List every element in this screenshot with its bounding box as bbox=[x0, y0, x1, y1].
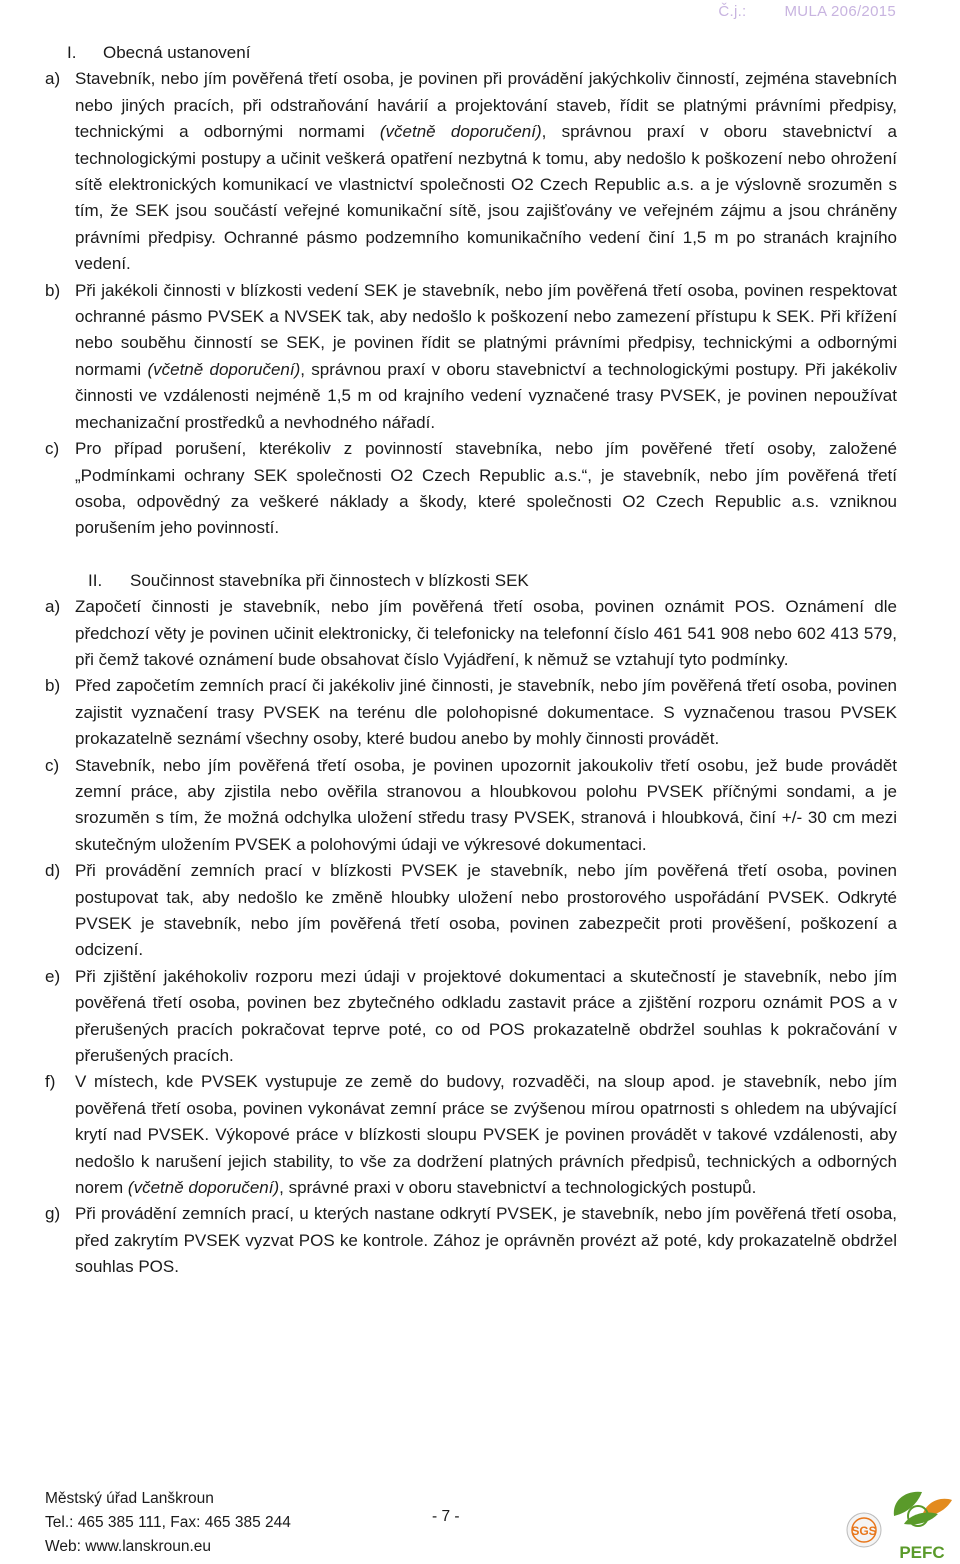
item-text: Při zjištění jakéhokoliv rozporu mezi údaji v projektové dokumentaci a skutečností je stavebník, nebo jím pověřená třetí osoba, povinen bez zbytečného odkladu zastavit práce a zjištění rozporu oznámit POS a v přerušených pracích pokračovat teprve poté, co od POS prokazatelně obdržel souhlas k pokračování v přerušených pracích. bbox=[75, 966, 897, 1066]
sgs-logo-icon bbox=[847, 1513, 881, 1547]
document-body bbox=[45, 40, 897, 1281]
list-item bbox=[45, 1201, 897, 1280]
item-text: Započetí činnosti je stavebník, nebo jím pověřená třetí osoba, povinen oznámit POS. Oznámení dle předchozí věty je povinen učinit elektronicky, či telefonicky na telefonní číslo 461 541 908 nebo 602 413 579, při čemž takové oznámení bude obsahovat číslo Vyjádření, k němuž se vztahují tyto podmínky. bbox=[75, 597, 897, 669]
page-number: - 7 - bbox=[432, 1508, 460, 1525]
list-item bbox=[45, 436, 897, 542]
item-text: Stavebník, nebo jím pověřená třetí osoba, je povinen při provádění jakýchkoliv činností, zejména stavebních nebo jiných pracích, při odstraňování havárií a projektování staveb, řídit se platnými právními předpisy, technickými a odbornými normami (včetně doporučení), správnou praxí v oboru stavebnictví a technologickými postupy a učinit veškerá opatření nezbytná k tomu, aby nedošlo k poškození nebo ohrožení sítě elektronických komunikací ve vlastnictví společnosti O2 Czech Republic a.s. a je výslovně srozuměn s tím, že SEK jsou součástí veřejné komunikační sítě, jsou zajišťovány ve veřejném zájmu a jsou chráněny právními předpisy. Ochranné pásmo podzemního komunikačního vedení činí 1,5 m po stranách krajního vedení. bbox=[75, 69, 897, 274]
reference-number: MULA 206/2015 bbox=[784, 3, 896, 20]
pefc-logo-text: PEFC bbox=[899, 1543, 945, 1562]
section-title: Součinnost stavebníka při činnostech v blízkosti SEK bbox=[130, 570, 529, 590]
footer-website: Web: www.lanskroun.eu bbox=[45, 1538, 211, 1555]
section-heading bbox=[45, 40, 897, 66]
section-number: II. bbox=[88, 570, 103, 590]
item-letter: b) bbox=[45, 280, 61, 300]
item-text: V místech, kde PVSEK vystupuje ze země do budovy, rozvaděči, na sloup apod. je stavebník, nebo jím pověřená třetí osoba, povinen vykonávat zemní práce se zvýšenou mírou opatrnosti s ohledem na ubývající krytí nad PVSEK. Výkopové práce v blízkosti sloupu PVSEK je povinen provádět v takové vzdálenosti, aby nedošlo k narušení jejich stability, to vše za dodržení platných právních předpisů, technických a odborných norem (včetně doporučení), správné praxi v oboru stavebnictví a technologických postupů. bbox=[75, 1072, 897, 1198]
item-letter: e) bbox=[45, 966, 61, 986]
item-letter: d) bbox=[45, 861, 61, 881]
section-number: I. bbox=[67, 43, 77, 62]
item-text: Pro případ porušení, kterékoliv z povinností stavebníka, nebo jím pověřené třetí osoby, založené „Podmínkami ochrany SEK společnosti O2 Czech Republic a.s.“, je stavebník, nebo jím pověřená třetí osoba, odpovědný za veškeré náklady a škody, které společnosti O2 Czech Republic a.s. vzniknou porušením jeho povinností. bbox=[75, 439, 897, 538]
reference-label: Č.j.: bbox=[718, 3, 747, 20]
item-letter: a) bbox=[45, 69, 61, 89]
section-heading bbox=[45, 568, 897, 594]
item-text: Stavebník, nebo jím pověřená třetí osoba, je povinen upozornit jakoukoliv třetí osobu, jež bude provádět zemní práce, aby zjistila nebo ověřila stranovou a hloubkovou polohu PVSEK příčnými sondami, a je srozuměn s tím, že možná odchylka uložení středu trasy PVSEK, stranová i hloubková, činí +/- 30 cm mezi skutečným uložením PVSEK a polohovými údaji ve výkresové dokumentaci. bbox=[75, 755, 897, 854]
item-letter: f) bbox=[45, 1072, 56, 1092]
list-item bbox=[45, 753, 897, 859]
list-item bbox=[45, 594, 897, 673]
italic-phrase: (včetně doporučení) bbox=[147, 359, 301, 379]
italic-phrase: (včetně doporučení) bbox=[379, 122, 542, 142]
item-letter: a) bbox=[45, 597, 61, 617]
certification-logos bbox=[844, 1486, 956, 1564]
list-item bbox=[45, 673, 897, 752]
footer-organization: Městský úřad Lanškroun bbox=[45, 1490, 214, 1507]
item-text: Při provádění zemních prací, u kterých nastane odkrytí PVSEK, je stavebník, nebo jím pověřená třetí osoba, před zakrytím PVSEK vyzvat POS ke kontrole. Zához je oprávněn provézt až poté, kdy prokazatelně obdržel souhlas POS. bbox=[75, 1204, 897, 1277]
italic-phrase: (včetně doporučení) bbox=[127, 1178, 280, 1198]
pefc-logo-icon bbox=[894, 1492, 952, 1562]
list-item bbox=[45, 964, 897, 1070]
list-item bbox=[45, 1069, 897, 1201]
item-letter: g) bbox=[45, 1204, 61, 1224]
footer-phone: Tel.: 465 385 111, Fax: 465 385 244 bbox=[45, 1514, 291, 1531]
item-letter: c) bbox=[45, 755, 60, 775]
item-text: Při provádění zemních prací v blízkosti PVSEK je stavebník, nebo jím pověřená třetí osoba, povinen postupovat tak, aby nedošlo ke změně hloubky uložení nebo prostorového uspořádání PVSEK. Odkryté PVSEK je stavebník, nebo jím pověřená třetí osoba, povinen zabezpečit proti prověšení, poškození a odcizení. bbox=[75, 861, 897, 960]
header-reference bbox=[718, 3, 896, 20]
list-item bbox=[45, 278, 897, 436]
sgs-logo-text: SGS bbox=[851, 1524, 877, 1538]
item-text: Při jakékoli činnosti v blízkosti vedení SEK je stavebník, nebo jím pověřená třetí osoba, povinen respektovat ochranné pásmo PVSEK a NVSEK tak, aby nedošlo k poškození nebo zamezení přístupu k SEK. Při křížení nebo souběhu činností se SEK, je povinen řídit se platnými právními předpisy, technickými a odbornými normami (včetně doporučení), správnou praxí v oboru stavebnictví a technologickými postupy. Při jakékoliv činnosti ve vzdálenosti nejméně 1,5 m od krajního vedení vyznačené trasy PVSEK, je povinen nepoužívat mechanizační prostředků a nevhodného nářadí. bbox=[75, 280, 897, 432]
section-title: Obecná ustanovení bbox=[103, 43, 251, 62]
list-item bbox=[45, 858, 897, 964]
list-item bbox=[45, 66, 897, 277]
item-letter: b) bbox=[45, 676, 61, 696]
page-footer bbox=[0, 1486, 960, 1564]
item-letter: c) bbox=[45, 439, 60, 459]
item-text: Před započetím zemních prací či jakékoliv jiné činnosti, je stavebník, nebo jím pověřená třetí osoba, povinen zajistit vyznačení trasy PVSEK na terénu dle polohopisné dokumentace. S vyznačenou trasou PVSEK prokazatelně seznámí všechny osoby, které budou anebo by mohly činnosti provádět. bbox=[75, 676, 897, 749]
